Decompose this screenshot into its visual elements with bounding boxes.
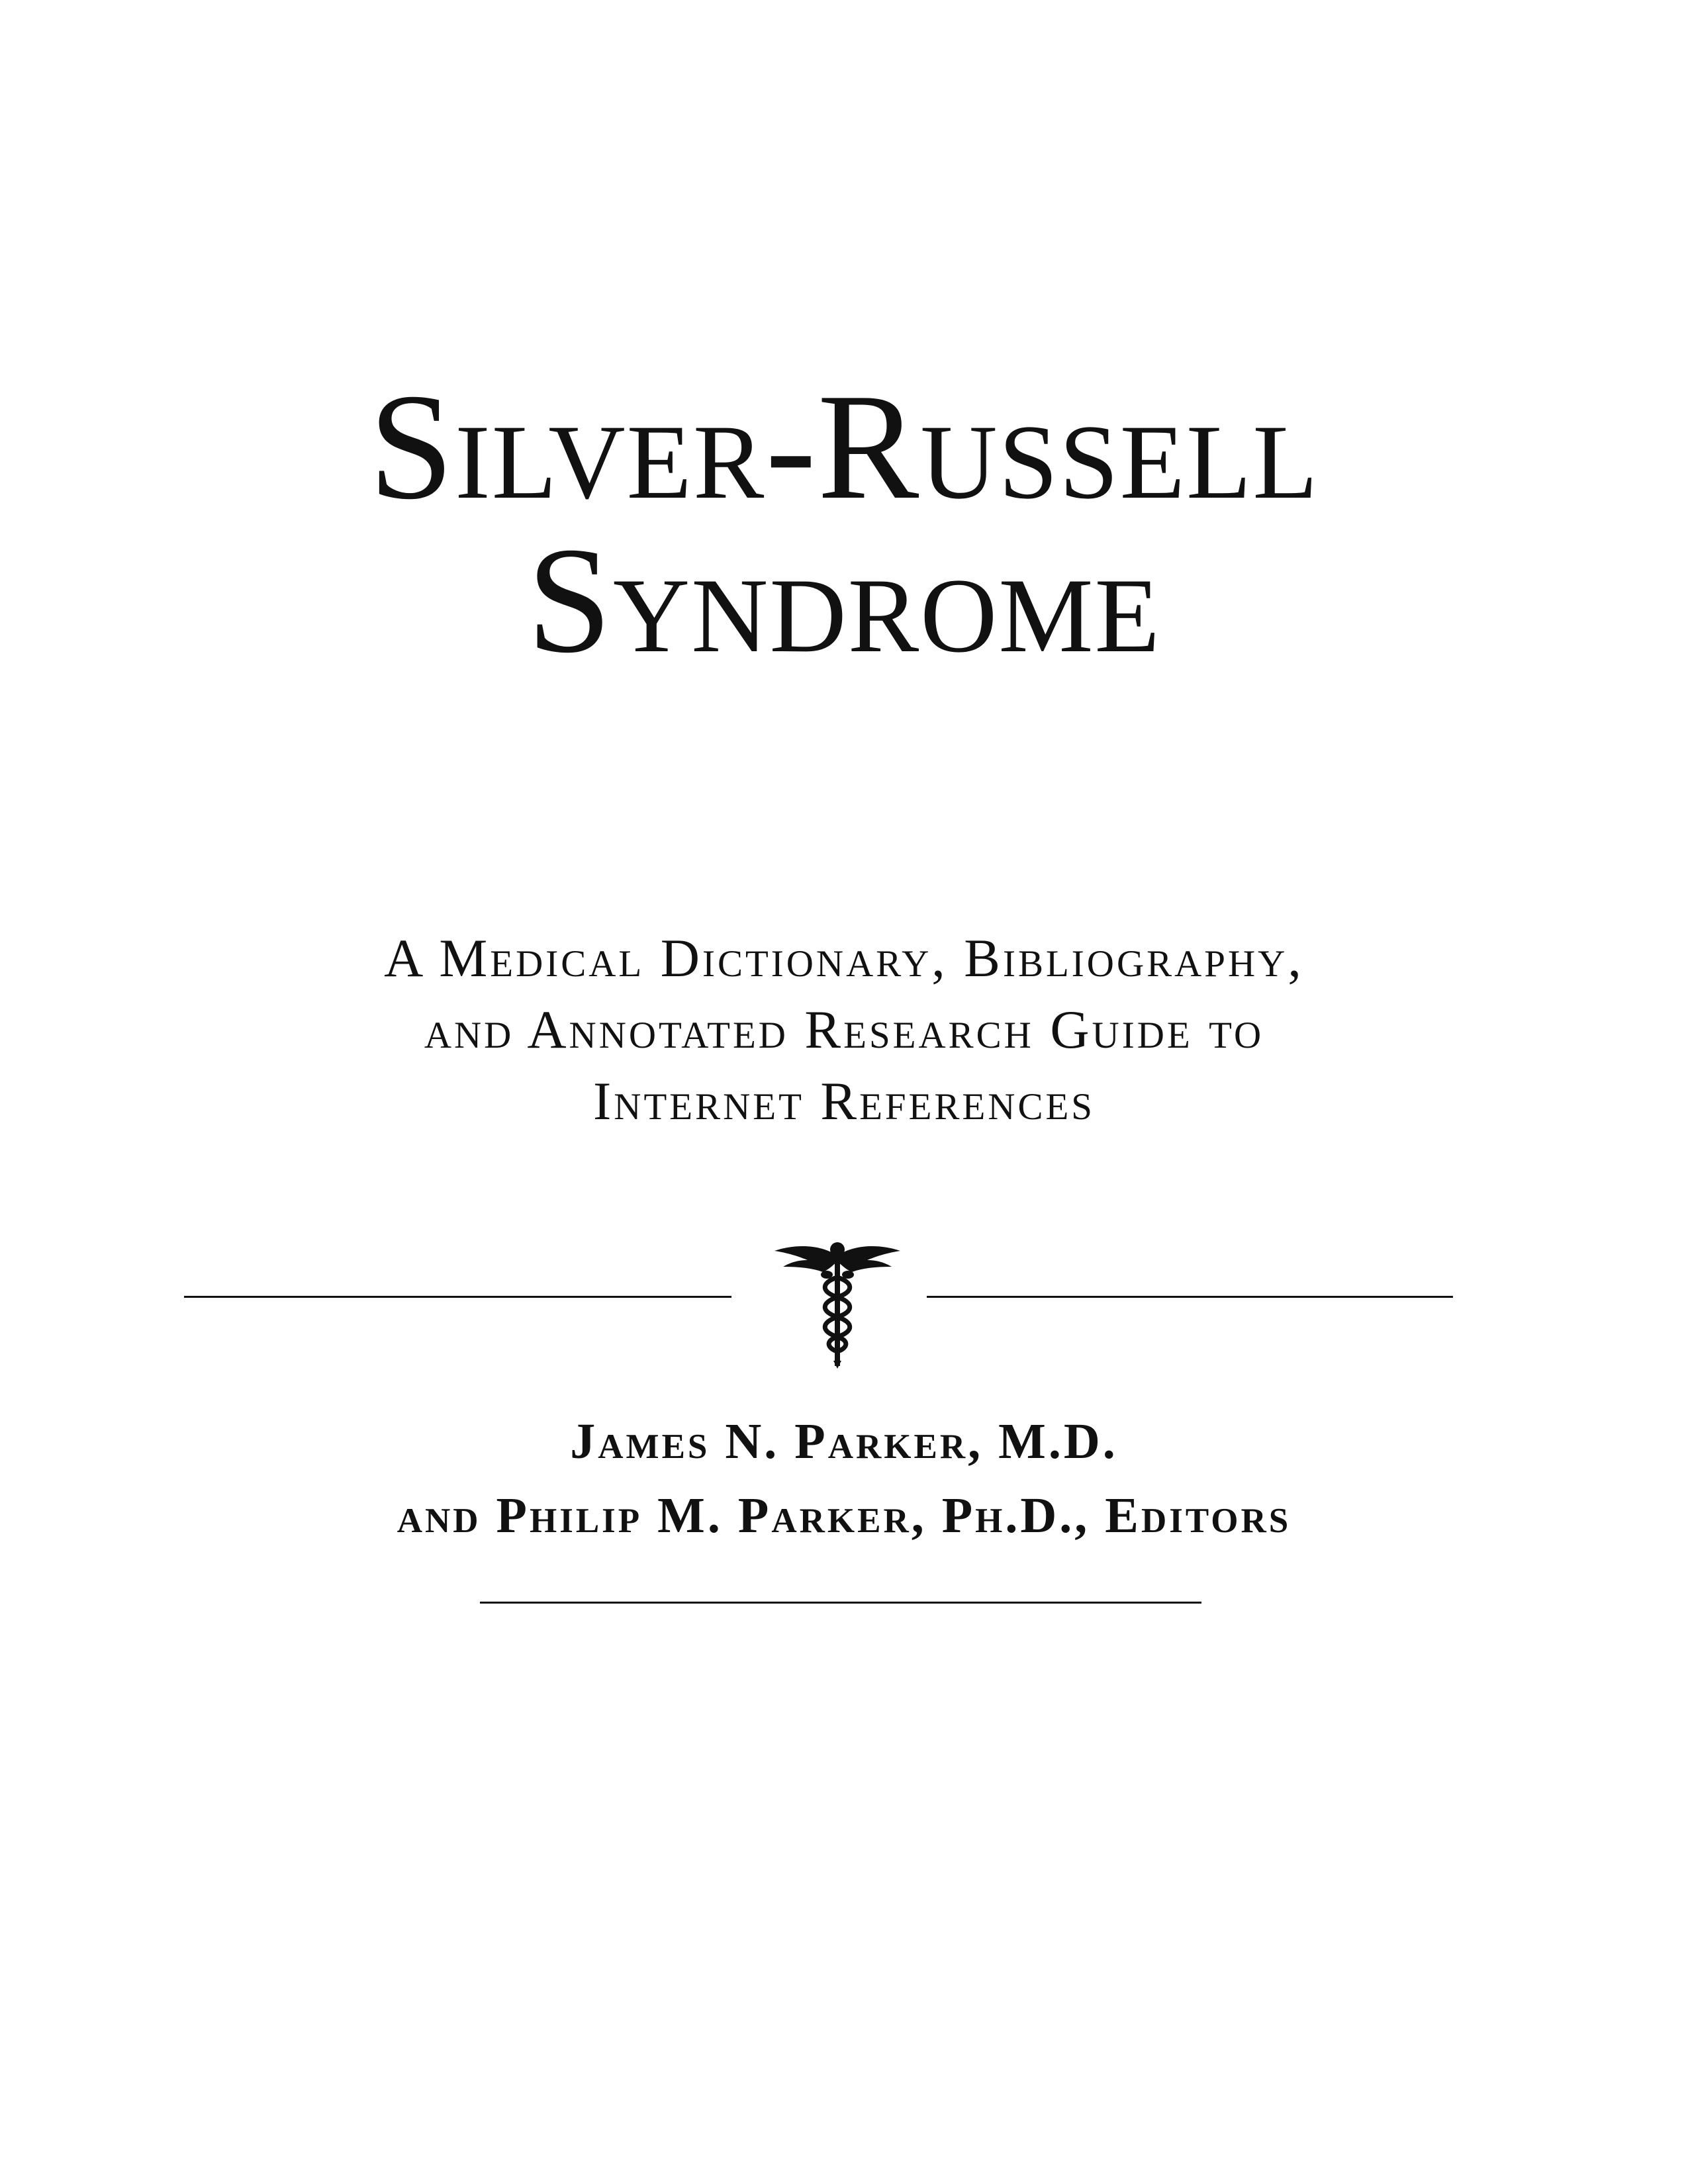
divider-right <box>927 1296 1453 1298</box>
divider-left <box>184 1296 731 1298</box>
caduceus-icon <box>771 1231 904 1370</box>
subtitle-line-3: Internet References <box>593 1071 1095 1131</box>
subtitle-line-1: A Medical Dictionary, Bibliography, <box>384 928 1304 988</box>
divider-bottom <box>480 1602 1201 1604</box>
editors <box>0 1415 1688 1563</box>
editor-line-1: James N. Parker, M.D. <box>570 1414 1118 1469</box>
title-line-1: Silver-Russell <box>369 362 1319 531</box>
book-subtitle <box>0 930 1688 1144</box>
editor-line-2: and Philip M. Parker, Ph.D., Editors <box>397 1488 1291 1543</box>
book-title <box>0 362 1688 684</box>
title-line-2: Syndrome <box>527 516 1161 684</box>
subtitle-line-2: and Annotated Research Guide to <box>424 999 1264 1060</box>
